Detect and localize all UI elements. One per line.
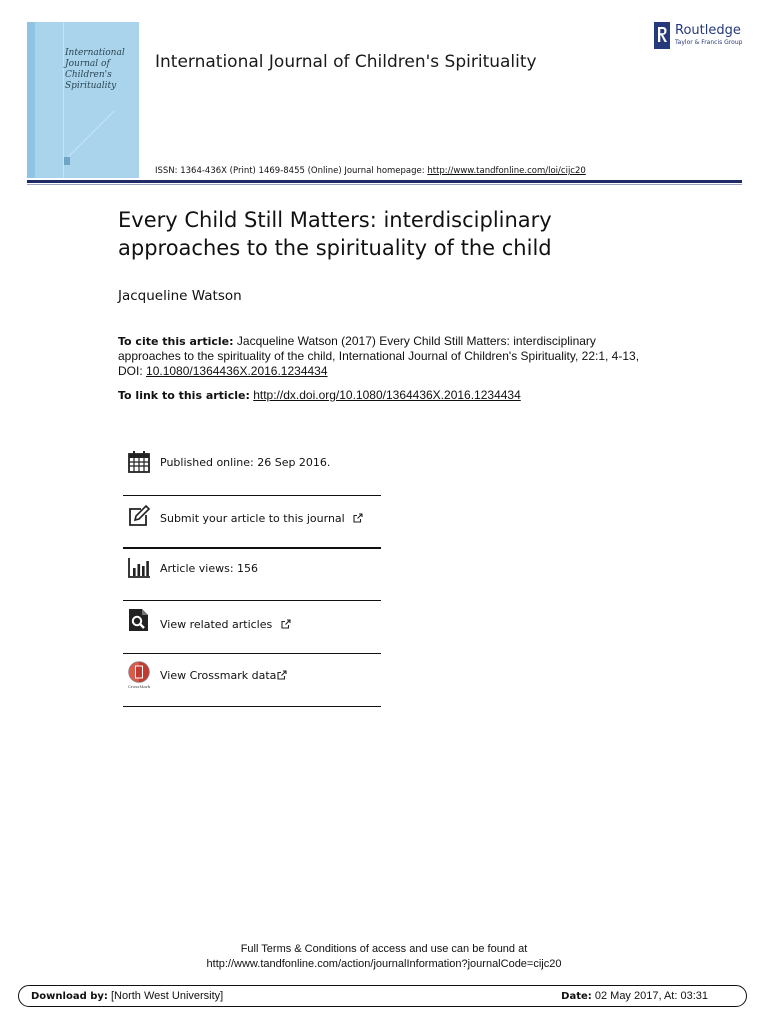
article-link-label: To link to this article: [118, 389, 250, 402]
info-divider [123, 706, 381, 707]
article-doi-link[interactable]: http://dx.doi.org/10.1080/1364436X.2016.1234434 [253, 388, 521, 402]
header-divider [27, 180, 742, 183]
issn-text: ISSN: 1364-436X (Print) 1469-8455 (Online) Journal homepage: [155, 166, 425, 176]
date-value: 02 May 2017, At: 03:31 [594, 990, 708, 1002]
download-date [561, 990, 708, 1002]
citation-doi-link[interactable]: 10.1080/1364436X.2016.1234434 [146, 364, 328, 378]
citation-text: Jacqueline Watson (2017) Every Child Still Matters: interdisciplinary approaches to the spirituality of the child, International Journal of Children's Spirituality, 22:1, 4-13, DOI: [118, 334, 640, 378]
external-link-icon [353, 513, 363, 523]
external-link-icon [277, 670, 287, 680]
terms-line-1: Full Terms & Conditions of access and use can be found at [240, 943, 528, 955]
crossmark-link[interactable] [160, 669, 287, 682]
routledge-r-icon [654, 22, 670, 49]
calendar-icon [127, 450, 151, 474]
cover-title-line: International [65, 48, 125, 58]
issn-line [155, 166, 586, 176]
external-link-icon [281, 619, 291, 629]
cover-title [65, 48, 137, 92]
download-footer [18, 985, 747, 1007]
info-divider [123, 653, 381, 654]
journal-cover-image [27, 22, 139, 178]
download-value: [North West University] [110, 990, 224, 1002]
citation-label: To cite this article: [118, 335, 234, 348]
edit-icon [127, 504, 151, 528]
cover-title-line: Spirituality [65, 81, 117, 91]
article-views-label: Article views: 156 [160, 562, 259, 575]
crossmark-label: View Crossmark data [160, 669, 277, 682]
article-title[interactable]: Every Child Still Matters: interdisciplinary approaches to the spirituality of the child [118, 208, 552, 260]
download-info [31, 990, 223, 1002]
journal-title[interactable]: International Journal of Children's Spirituality [155, 52, 537, 72]
cover-title-line: Children's [65, 70, 112, 80]
submit-article-link[interactable] [160, 512, 363, 525]
cover-line [63, 22, 64, 178]
related-articles-link[interactable] [160, 618, 291, 631]
crossmark-caption: CrossMark [127, 684, 151, 689]
publisher-name: Routledge [675, 23, 741, 38]
info-divider [123, 547, 381, 549]
journal-homepage-link[interactable]: http://www.tandfonline.com/loi/cijc20 [427, 166, 586, 176]
bar-chart-icon [127, 556, 151, 580]
publisher-subtitle: Taylor & Francis Group [675, 39, 743, 46]
citation-block [118, 334, 658, 379]
download-label: Download by: [31, 991, 108, 1002]
cover-strip [27, 22, 35, 178]
related-articles-label: View related articles [160, 618, 273, 631]
cover-title-line: Journal of [65, 59, 110, 69]
cover-diagonal [64, 111, 139, 178]
date-label: Date: [561, 991, 592, 1002]
submit-article-label: Submit your article to this journal [160, 512, 345, 525]
search-document-icon [127, 608, 151, 632]
terms-and-conditions [0, 942, 768, 972]
cover-publisher-logo [64, 157, 70, 165]
article-link-line [118, 388, 521, 402]
terms-link[interactable]: http://www.tandfonline.com/action/journalInformation?journalCode=cijc20 [206, 958, 562, 970]
info-divider [123, 495, 381, 496]
crossmark-icon [126, 661, 152, 689]
header-divider-thin [27, 184, 742, 185]
article-author[interactable]: Jacqueline Watson [118, 288, 242, 304]
published-date-label: Published online: 26 Sep 2016. [160, 456, 331, 469]
info-divider [123, 600, 381, 601]
